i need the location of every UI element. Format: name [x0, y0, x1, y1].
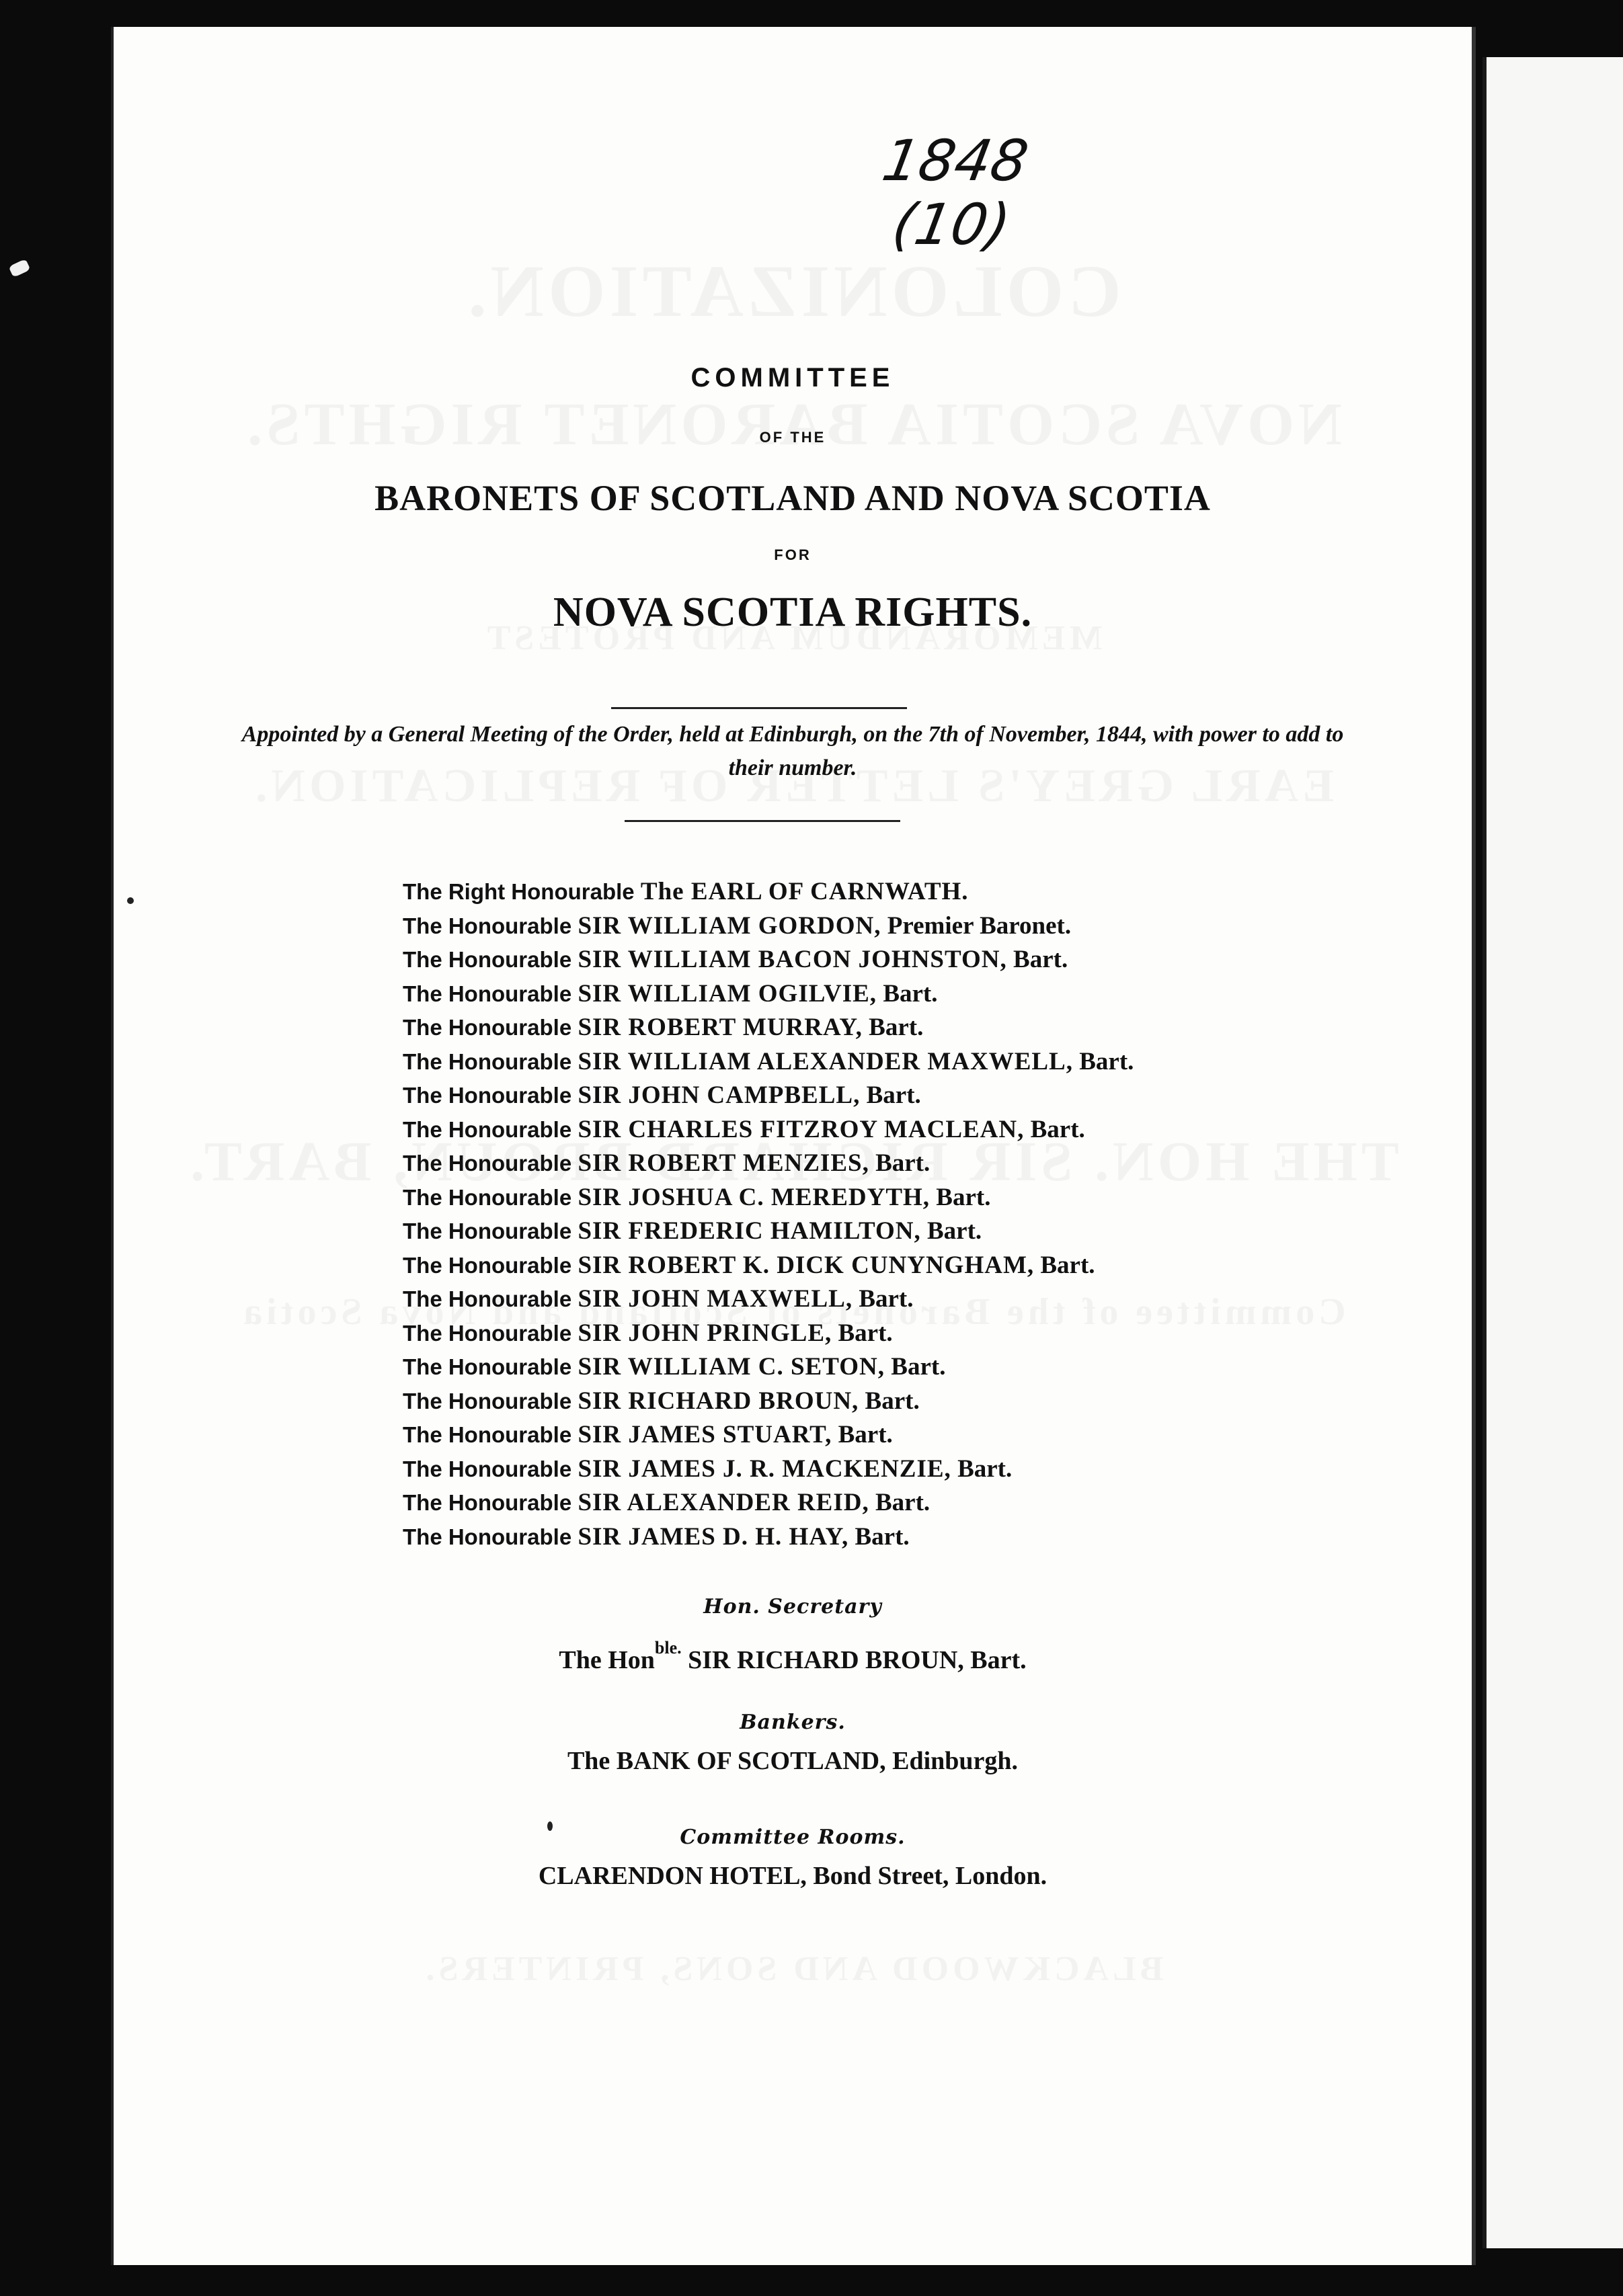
- scan-mark: [9, 259, 31, 278]
- member-entry: [403, 943, 1331, 977]
- appointed-note: Appointed by a General Meeting of the Order, held at Edinburgh, on the 7th of November, 1844, with power to add to their number.: [241, 722, 1344, 780]
- member-suffix: Bart.: [875, 1149, 931, 1177]
- member-entry: [403, 1215, 1331, 1249]
- member-entry: [403, 1452, 1331, 1487]
- member-title: The Honourable: [403, 1524, 572, 1549]
- member-title: The Honourable: [403, 1184, 572, 1210]
- divider: [625, 820, 900, 822]
- member-title: The Honourable: [403, 1354, 572, 1379]
- member-suffix: Bart.: [1013, 946, 1068, 973]
- member-entry: [403, 1385, 1331, 1419]
- member-entry: [403, 1418, 1331, 1452]
- member-name: SIR JOHN PRINGLE,: [578, 1319, 832, 1347]
- member-entry: [403, 875, 1331, 909]
- member-name: SIR ALEXANDER REID,: [578, 1489, 869, 1516]
- secretary-prefix: The Hon: [559, 1646, 655, 1674]
- member-entry: [403, 1317, 1331, 1351]
- member-name: The EARL OF CARNWATH.: [640, 878, 969, 905]
- member-title: The Honourable: [403, 1015, 572, 1040]
- bankers-value: The BANK OF SCOTLAND, Edinburgh.: [567, 1747, 1019, 1775]
- member-title: The Honourable: [403, 1286, 572, 1311]
- member-entry: [403, 1282, 1331, 1317]
- member-name: SIR WILLIAM ALEXANDER MAXWELL,: [578, 1047, 1073, 1075]
- member-name: SIR ROBERT K. DICK CUNYNGHAM,: [578, 1251, 1035, 1279]
- member-title: The Honourable: [403, 1151, 572, 1176]
- member-name: SIR WILLIAM C. SETON,: [578, 1353, 885, 1381]
- page-title: NOVA SCOTIA RIGHTS.: [553, 589, 1033, 635]
- bankers-label: Bankers.: [740, 1711, 846, 1734]
- heading-committee: COMMITTEE: [690, 363, 895, 393]
- secretary-prefix-superscript: ble.: [654, 1638, 682, 1657]
- member-suffix: Bart.: [936, 1183, 991, 1211]
- secretary-suffix: Bart.: [970, 1646, 1027, 1674]
- member-suffix: Bart.: [1040, 1251, 1095, 1279]
- member-title: The Honourable: [403, 1320, 572, 1346]
- member-title: The Honourable: [403, 947, 572, 972]
- member-title: The Honourable: [403, 1219, 572, 1243]
- document-page: [111, 27, 1476, 2265]
- secretary-label: Hon. Secretary: [703, 1595, 882, 1618]
- member-entry: [403, 1011, 1331, 1045]
- member-entry: [403, 1486, 1331, 1520]
- member-name: SIR JAMES J. R. MACKENZIE,: [578, 1454, 951, 1483]
- member-name: SIR RICHARD BROUN,: [578, 1387, 859, 1415]
- member-entry: [403, 1147, 1331, 1181]
- member-list: [403, 875, 1331, 1554]
- member-entry: [403, 1045, 1331, 1079]
- secretary-name: SIR RICHARD BROUN,: [688, 1646, 964, 1674]
- member-title: The Right Honourable: [403, 879, 635, 904]
- member-suffix: Bart.: [838, 1319, 893, 1347]
- member-title: The Honourable: [403, 1049, 572, 1074]
- heading-baronets: BARONETS OF SCOTLAND AND NOVA SCOTIA: [374, 478, 1211, 518]
- handwritten-year: 1848: [877, 128, 1033, 194]
- bleed-through-text: [114, 390, 1472, 459]
- member-name: SIR JOHN MAXWELL,: [578, 1285, 853, 1313]
- member-name: SIR JAMES STUART,: [578, 1421, 832, 1448]
- member-entry: [403, 977, 1331, 1012]
- member-title: The Honourable: [403, 1456, 572, 1481]
- member-title: The Honourable: [403, 1388, 572, 1413]
- member-suffix: Bart.: [883, 979, 938, 1008]
- ink-speck: [127, 897, 134, 904]
- member-entry: [403, 909, 1331, 944]
- member-name: SIR CHARLES FITZROY MACLEAN,: [578, 1115, 1025, 1143]
- member-suffix: Bart.: [866, 1081, 921, 1109]
- heading-of-the: OF THE: [759, 429, 826, 446]
- member-suffix: Bart.: [865, 1387, 920, 1415]
- member-name: SIR JAMES D. H. HAY,: [578, 1522, 849, 1551]
- member-name: SIR WILLIAM OGILVIE,: [578, 979, 877, 1008]
- member-suffix: Bart.: [927, 1217, 982, 1245]
- member-name: SIR WILLIAM BACON JOHNSTON,: [578, 946, 1007, 973]
- heading-for: FOR: [774, 546, 812, 563]
- member-name: SIR ROBERT MURRAY,: [578, 1014, 863, 1041]
- ink-speck: [1472, 911, 1476, 919]
- bleed-through-text: [114, 1949, 1472, 1989]
- member-name: SIR JOHN CAMPBELL,: [578, 1081, 861, 1109]
- member-suffix: Bart.: [859, 1285, 914, 1313]
- ink-speck: [547, 1821, 553, 1831]
- member-title: The Honourable: [403, 981, 572, 1006]
- member-name: SIR JOSHUA C. MEREDYTH,: [578, 1183, 931, 1211]
- member-suffix: Bart.: [875, 1489, 931, 1516]
- member-entry: [403, 1113, 1331, 1147]
- member-title: The Honourable: [403, 1252, 572, 1278]
- member-suffix: Bart.: [891, 1353, 946, 1381]
- member-title: The Honourable: [403, 1116, 572, 1142]
- member-suffix: Bart.: [957, 1454, 1013, 1483]
- member-title: The Honourable: [403, 913, 572, 938]
- member-entry: [403, 1079, 1331, 1113]
- member-name: SIR ROBERT MENZIES,: [578, 1149, 869, 1177]
- member-title: The Honourable: [403, 1422, 572, 1447]
- secretary-name-line: [114, 1638, 1472, 1675]
- divider: [611, 707, 907, 709]
- member-suffix: Bart.: [1030, 1115, 1085, 1143]
- member-suffix: Bart.: [855, 1522, 910, 1551]
- adjacent-page-edge: [1482, 57, 1623, 2248]
- committee-rooms-label: Committee Rooms.: [680, 1826, 906, 1849]
- member-entry: [403, 1181, 1331, 1215]
- member-title: The Honourable: [403, 1083, 572, 1108]
- member-suffix: Bart.: [869, 1014, 924, 1041]
- member-name: SIR FREDERIC HAMILTON,: [578, 1217, 921, 1245]
- member-title: The Honourable: [403, 1490, 572, 1515]
- member-suffix: Bart.: [838, 1421, 893, 1448]
- member-entry: [403, 1520, 1331, 1555]
- committee-rooms-value: CLARENDON HOTEL, Bond Street, London.: [538, 1862, 1047, 1890]
- member-name: SIR WILLIAM GORDON,: [578, 911, 881, 940]
- member-entry: [403, 1350, 1331, 1385]
- bleed-through-text: [114, 249, 1472, 334]
- member-entry: [403, 1249, 1331, 1283]
- member-suffix: Bart.: [1079, 1047, 1134, 1075]
- member-suffix: Premier Baronet.: [887, 911, 1072, 940]
- handwritten-number: (10): [887, 192, 1016, 257]
